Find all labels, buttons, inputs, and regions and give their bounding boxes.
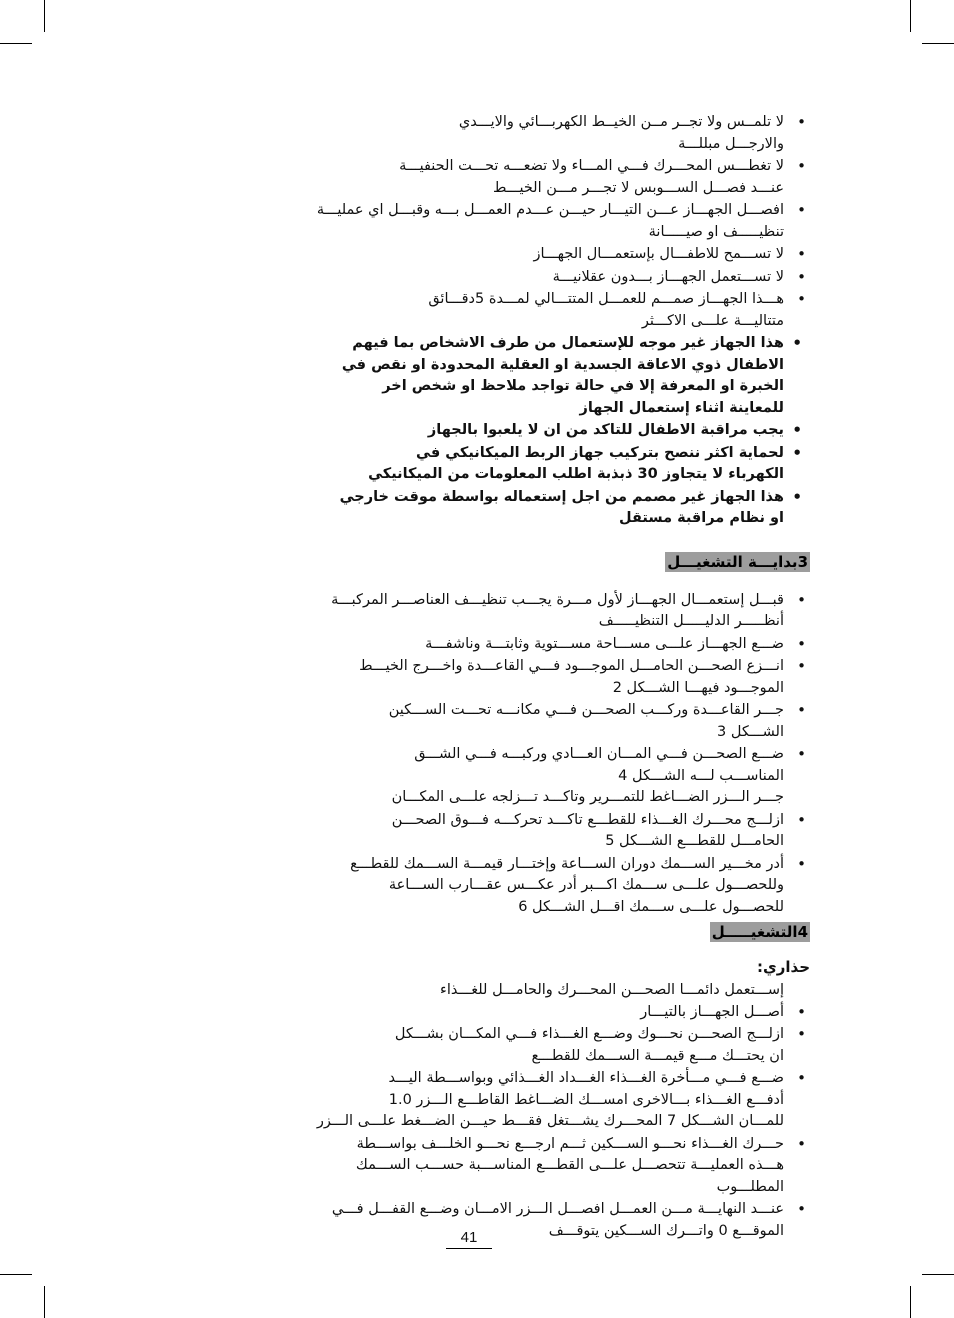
list-item <box>300 333 810 419</box>
warning-intro: إســـتعمل دائمـــا الصحـــن المحـــرك والحامـــل للغـــذاء <box>440 982 784 998</box>
list-item-line: هذا الجهاز غير مصمم من اجل إستعماله بواسطة موقت خارجي <box>339 488 784 505</box>
crop-mark <box>922 1274 954 1275</box>
list-item-line: الشـــكل 3 <box>717 723 784 740</box>
list-item-line: حـــرك الغـــذاء نحـــو الســـكين ثـــم ارجـــع نحـــو الخلـــف بواســـطة <box>356 1135 784 1152</box>
list-item <box>300 590 810 633</box>
list-item-line: قبـــل إستعمـــال الجهـــاز لأول مـــرة يجـــب تنظيـــف العناصـــر المركبـــة <box>331 591 784 608</box>
bullet-icon: • <box>797 810 806 829</box>
bullet-icon: • <box>792 443 802 462</box>
list-item <box>300 443 810 486</box>
page-number: 41 <box>446 1228 492 1249</box>
crop-mark <box>0 1274 32 1275</box>
list-item-line: الموقـــع 0 واتـــرك الســـكين يتوقـــف <box>548 1222 784 1239</box>
list-item <box>300 634 810 656</box>
bullet-icon: • <box>797 1025 806 1043</box>
list-item-line: ازلـــج محـــرك الغـــذاء للقطـــع تاكـــد تحركـــه فـــوق الصحـــن <box>391 811 784 828</box>
list-item-line: هـــذه العمليـــة تتحصـــل علـــى القطـــع المناســـبة حســـب الســـمك المطلـــوب <box>355 1157 784 1195</box>
bullet-icon: • <box>797 245 806 263</box>
list-item <box>300 200 810 243</box>
list-item-line: لا تســـمح للاطفـــال بإستعمـــال الجهـــاز <box>533 246 784 262</box>
bullet-icon: • <box>792 421 802 439</box>
bullet-icon: • <box>797 854 806 873</box>
crop-mark <box>44 1286 45 1318</box>
list-item-line: متتاليـــة علـــى الاكـــثر <box>641 312 784 329</box>
crop-mark <box>922 43 954 44</box>
safety-bold-list <box>300 333 810 530</box>
list-item-line: او نظام مراقبة مستقل <box>619 510 784 526</box>
list-item-line: المناســـب لـــه الشـــكل 4 <box>618 767 784 784</box>
list-item-line: افصـــل الجهـــاز عـــن التيـــار حيـــن عـــدم العمـــل بـــه وقبـــل اي عمليـــة <box>316 202 784 218</box>
list-item <box>300 744 810 809</box>
list-item-line: عنـــد فصـــل الســـوبس لا تجـــر مـــن الخيـــط <box>492 179 784 196</box>
list-item-line: هـــذا الجهـــاز صمـــم للعمـــل المتتـــالي لمـــدة 5دقـــائق <box>428 291 784 307</box>
list-item-line: تنظيـــــف او صيـــــانة <box>648 223 784 240</box>
list-item <box>300 1134 810 1199</box>
list-item <box>300 244 810 266</box>
list-item-line: وللحصـــول علـــى ســـمك اكـــبر أدر عكـــس عقـــارب الســـاعة <box>388 877 784 893</box>
list-item <box>300 1024 810 1067</box>
list-item-line: الاطفال ذوي الاعاقة الجسدية او العقلية المحدودة او نقص في <box>341 356 784 373</box>
list-item-line: جـــر القاعـــدة وركـــب الصحـــن فـــي مكانـــه تحـــت الســـكين <box>388 702 784 718</box>
bullet-icon: • <box>797 1069 806 1087</box>
bullet-icon: • <box>792 487 802 506</box>
list-item <box>300 1002 810 1024</box>
list-item-line: والارجـــل مبللـــة <box>678 135 784 152</box>
list-item-line: أنظـــــر الدليـــــل التنظيـــــف <box>598 613 784 629</box>
bullet-icon: • <box>797 657 806 675</box>
list-item-line: لا تســـتعمل الجهـــاز بـــدون عقلانيـــة <box>552 268 784 285</box>
bullet-icon: • <box>797 267 806 286</box>
bullet-icon: • <box>797 157 806 175</box>
bullet-icon: • <box>797 1200 806 1218</box>
crop-mark <box>910 1286 911 1318</box>
list-item-line: يجب مراقبة الاطفال للتاكد من ان لا يلعبوا بالجهاز <box>427 422 784 438</box>
list-item <box>300 810 810 853</box>
startup-list <box>300 590 810 919</box>
list-item-line: للمعاينة اثناء إستعمال الجهاز <box>579 399 784 416</box>
list-item-line: أدر مخـــير الســـمك دوران الســـاعة وإختـــار قيمـــة الســـمك للقطـــع <box>350 855 784 872</box>
list-item-line: ازلـــج الصحـــن نحـــوك وضـــع الغـــذاء فـــي المكـــان بشـــكل <box>394 1026 784 1042</box>
section-heading-operation: 4التشغيـــــل <box>711 923 808 941</box>
list-item-line: هذا الجهاز غير موجه للإستعمال من طرف الاشخاص بما فيهم <box>352 335 784 351</box>
list-item-line: لا تلمــس ولا تجــر مــن الخيــط الكهربـــائي والايـــدي <box>458 114 784 130</box>
list-item-line: ضـــع الصحـــن فـــي المـــان العـــادي وركبـــه فـــي الشـــق <box>414 746 784 762</box>
list-item-line: ان يحتـــك مـــع قيمـــة الســـمك للقطـــع <box>531 1047 784 1064</box>
crop-mark <box>44 0 45 32</box>
list-item <box>300 656 810 699</box>
warning-title: حذاري: <box>757 958 810 976</box>
list-item-line: أدفـــع الغـــذاء بـــالاخرى امســـك الضـــاغط القاطـــع الـــزر 1.0 <box>388 1091 784 1108</box>
bullet-icon: • <box>797 201 806 219</box>
list-item-line: الموجـــود فيهـــا الشـــكل 2 <box>612 679 784 696</box>
list-item-line: أصـــل الجهـــاز بالتيـــار <box>640 1003 784 1020</box>
list-item <box>300 854 810 919</box>
bullet-icon: • <box>797 590 806 609</box>
list-item <box>300 112 810 155</box>
crop-mark <box>0 43 32 44</box>
document-page <box>300 112 810 1243</box>
list-item-line: عنـــد النهايـــة مـــن العمـــل افصـــل الـــزر الامـــان وضـــع القفـــل فـــي <box>331 1201 784 1217</box>
list-item <box>300 420 810 442</box>
list-item-line: للمـــان الشـــكل 7 المحـــرك يشـــتغل فقـــط حيـــن الضـــغط علـــى الـــزر <box>316 1113 784 1129</box>
list-item-line: الحامـــل للقطـــع الشـــكل 5 <box>605 833 784 849</box>
bullet-icon: • <box>797 113 806 131</box>
crop-mark <box>910 0 911 32</box>
list-item <box>300 289 810 332</box>
list-item-line: الخبرة او المعرفة إلا في حالة تواجد ملاحظ او شخص اخر <box>382 378 784 394</box>
operation-list <box>300 1002 810 1243</box>
list-item-line: انـــزع الصحـــن الحامـــل الموجـــود فـــي القاعـــدة واخـــرج الخيـــط <box>359 658 784 674</box>
bullet-icon: • <box>797 290 806 308</box>
list-item-line: للحصـــول علـــى ســـمك اقـــل الشـــكل 6 <box>518 898 784 915</box>
list-item <box>300 700 810 743</box>
section-heading-startup: 3بدايـــة التشغيـــل <box>667 552 808 571</box>
bullet-icon: • <box>797 634 806 653</box>
safety-list <box>300 112 810 332</box>
list-item <box>300 267 810 289</box>
list-item-line: ضـــع الجهـــاز علـــى مســـاحة مســـتوية وثابتـــة وناشفـــة <box>425 635 784 652</box>
bullet-icon: • <box>792 334 802 352</box>
bullet-icon: • <box>797 1002 806 1021</box>
bullet-icon: • <box>797 745 806 763</box>
list-item-line: الكهرباء لا يتجاوز 30 ذبذبة اطلب المعلومات من الميكانيكي <box>368 466 784 482</box>
list-item <box>300 487 810 530</box>
list-item-line: لحماية اكثر ننصح بتركيب جهاز الربط الميكانيكي في <box>416 444 784 461</box>
list-item-line: ضـــع فـــي مـــأخرة الغـــذاء الغـــداد الغـــذائي وبواســـطة اليـــد <box>388 1070 784 1086</box>
list-item <box>300 1199 810 1242</box>
bullet-icon: • <box>797 701 806 719</box>
bullet-icon: • <box>797 1134 806 1153</box>
list-item-line: لا تغطـــس المحـــرك فـــي المـــاء ولا تضعـــه تحـــت الحنفيـــة <box>399 158 784 174</box>
list-item <box>300 156 810 199</box>
list-item-line: جـــر الـــزر الضـــاغط للتمـــرير وتاكـــد تـــزلجه علـــى المكـــان <box>391 789 784 805</box>
list-item <box>300 1068 810 1133</box>
